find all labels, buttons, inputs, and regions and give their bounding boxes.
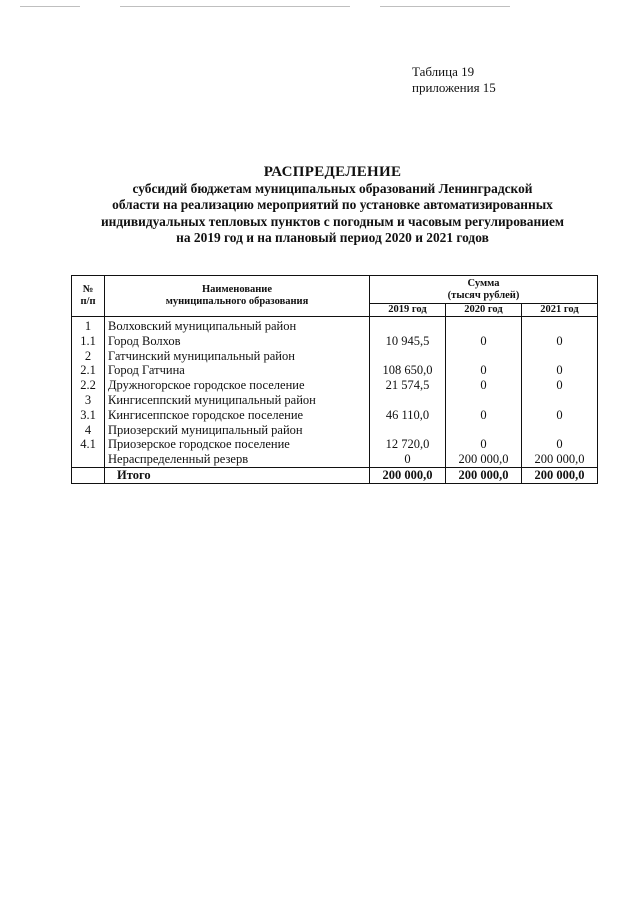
total-value-2020: 200 000,0 [446,467,522,483]
row-number: 3.1 [72,408,105,423]
row-value-2019: 46 110,0 [370,408,446,423]
row-value-2021 [522,317,598,334]
row-value-2020: 0 [446,378,522,393]
total-label: Итого [105,467,370,483]
row-value-2019 [370,317,446,334]
row-value-2020: 0 [446,408,522,423]
row-number: 2.2 [72,378,105,393]
header-year-2021: 2021 год [522,304,598,317]
row-number: 1.1 [72,334,105,349]
total-row [72,467,598,483]
row-name: Дружногорское городское поселение [105,378,370,393]
row-value-2019: 0 [370,452,446,467]
table-row [72,452,598,467]
header-number-line: № [82,284,94,295]
total-value-2019: 200 000,0 [370,467,446,483]
appendix-number: приложения 15 [412,80,496,95]
table-row [72,363,598,378]
title-line: субсидий бюджетам муниципальных образований Ленинградской [132,181,533,196]
title-main: РАСПРЕДЕЛЕНИЕ [263,164,402,180]
row-number: 2.1 [72,363,105,378]
row-value-2021: 200 000,0 [522,452,598,467]
header-name-line: муниципального образования [165,296,309,307]
row-number: 2 [72,349,105,364]
header-name [105,276,370,317]
row-value-2019: 12 720,0 [370,437,446,452]
row-value-2019 [370,349,446,364]
row-value-2020 [446,349,522,364]
scan-artifact [120,6,350,7]
header-sum-line: (тысяч рублей) [447,289,520,301]
row-value-2021: 0 [522,363,598,378]
row-name: Город Волхов [105,334,370,349]
row-name: Кингисеппский муниципальный район [105,393,370,408]
row-name: Гатчинский муниципальный район [105,349,370,364]
header-year-2019: 2019 год [370,304,446,317]
total-number [72,467,105,483]
row-value-2020: 0 [446,437,522,452]
table-number: Таблица 19 [412,64,475,79]
row-number: 4 [72,423,105,438]
row-number: 3 [72,393,105,408]
row-value-2019 [370,423,446,438]
table-header [72,276,598,317]
row-name: Город Гатчина [105,363,370,378]
document-title [60,163,605,247]
table-row [72,378,598,393]
table-row [72,408,598,423]
row-value-2021: 0 [522,378,598,393]
row-value-2021: 0 [522,334,598,349]
title-line: области на реализацию мероприятий по установке автоматизированных [112,197,553,213]
total-value-2021: 200 000,0 [522,467,598,483]
row-value-2021 [522,349,598,364]
row-value-2021 [522,393,598,408]
header-sum-line: Сумма [467,277,500,289]
row-number: 4.1 [72,437,105,452]
table-reference [412,64,496,96]
row-value-2020: 0 [446,363,522,378]
row-name: Приозерское городское поселение [105,437,370,452]
title-line: на 2019 год и на плановый период 2020 и 2021 годов [176,230,489,246]
row-name: Нераспределенный резерв [105,452,370,467]
row-value-2020 [446,317,522,334]
table-row [72,349,598,364]
row-value-2021 [522,423,598,438]
row-value-2019: 21 574,5 [370,378,446,393]
header-name-line: Наименование [202,284,272,295]
row-value-2019 [370,393,446,408]
table-body [72,317,598,484]
row-name: Волховский муниципальный район [105,317,370,334]
row-value-2019: 108 650,0 [370,363,446,378]
table-row [72,334,598,349]
scan-artifact [380,6,510,7]
scan-artifact [20,6,80,7]
distribution-table [71,275,598,484]
header-number-line: п/п [80,296,96,307]
table-row [72,423,598,438]
title-line: индивидуальных тепловых пунктов с погодным и часовым регулированием [100,213,565,229]
row-number: 1 [72,317,105,334]
row-value-2020: 200 000,0 [446,452,522,467]
table-row [72,437,598,452]
row-name: Приозерский муниципальный район [105,423,370,438]
table-row [72,393,598,408]
header-number [72,276,105,317]
row-value-2020: 0 [446,334,522,349]
header-sum [370,276,598,304]
header-year-2020: 2020 год [446,304,522,317]
row-value-2020 [446,393,522,408]
row-value-2020 [446,423,522,438]
row-value-2019: 10 945,5 [370,334,446,349]
row-name: Кингисеппское городское поселение [105,408,370,423]
table-row [72,317,598,334]
row-number [72,452,105,467]
row-value-2021: 0 [522,437,598,452]
row-value-2021: 0 [522,408,598,423]
